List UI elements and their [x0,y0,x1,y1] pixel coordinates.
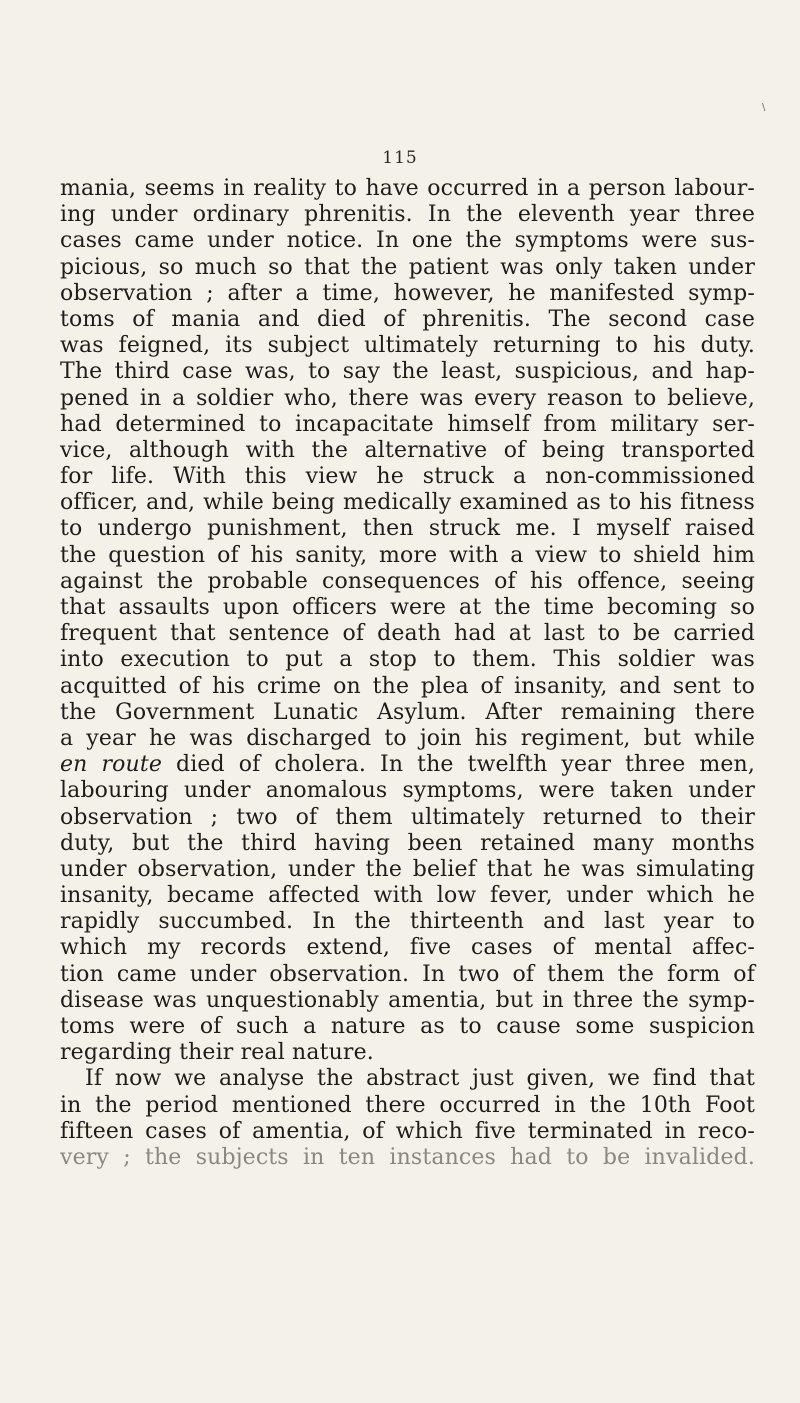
text-line: pened in a soldier who, there was every reason to believe, [60,385,755,411]
text-line: cases came under notice. In one the symptoms were sus- [60,228,755,254]
line-rest: died of cholera. In the twelfth year three men, [162,752,755,778]
text-line: labouring under anomalous symptoms, were taken under [60,778,755,804]
text-line: officer, and, while being medically examined as to his fitness [60,490,755,516]
corner-mark: \ [762,102,766,113]
text-line: under observation, under the belief that he was simulating [60,856,755,882]
text-line: for life. With this view he struck a non-commissioned [60,464,755,490]
text-line: duty, but the third having been retained many months [60,830,755,856]
text-line: The third case was, to say the least, suspicious, and hap- [60,359,755,385]
text-line: mania, seems in reality to have occurred in a person labour- [60,176,755,201]
text-line: tion came under observation. In two of them the form of [60,961,755,987]
text-line: had determined to incapacitate himself from military ser- [60,411,755,437]
text-line: toms were of such a nature as to cause some suspicion [60,1014,755,1039]
text-line: vice, although with the alternative of being transported [60,437,755,463]
text-line: frequent that sentence of death had at last to be carried [60,621,755,647]
text-line: the Government Lunatic Asylum. After remaining there [60,699,755,725]
text-line: picious, so much so that the patient was only taken under [60,254,755,280]
text-line: fifteen cases of amentia, of which five terminated in reco- [60,1118,755,1144]
body-text [60,176,755,1171]
paragraph-start-line: If now we analyse the abstract just given, we find that [85,1066,755,1092]
text-line: insanity, became affected with low fever, under which he [60,883,755,909]
text-line: against the probable consequences of his offence, seeing [60,568,755,594]
italic-phrase: en route [60,752,162,778]
text-line: in the period mentioned there occurred in the 10th Foot [60,1092,755,1118]
text-line: acquitted of his crime on the plea of insanity, and sent to [60,673,755,699]
text-line: toms of mania and died of phrenitis. The second case [60,306,755,332]
text-line: that assaults upon officers were at the time becoming so [60,595,755,620]
text-line: which my records extend, five cases of mental affec- [60,935,755,961]
text-line: the question of his sanity, more with a view to shield him [60,542,755,568]
text-line-faded: very ; the subjects in ten instances had to be invalided. [60,1144,755,1170]
text-line: was feigned, its subject ultimately returning to his duty. [60,333,755,359]
text-line: into execution to put a stop to them. This soldier was [60,647,755,673]
text-line: a year he was discharged to join his regiment, but while [60,725,755,751]
text-line: observation ; after a time, however, he manifested symp- [60,280,755,306]
paragraph-end-line: regarding their real nature. [60,1040,374,1066]
text-line: to undergo punishment, then struck me. I myself raised [60,516,755,542]
page-number: 115 [382,148,418,168]
text-line: observation ; two of them ultimately returned to their [60,804,755,830]
text-line-with-italic [60,752,755,778]
text-line: ing under ordinary phrenitis. In the eleventh year three [60,202,755,228]
text-line: disease was unquestionably amentia, but in three the symp- [60,987,755,1013]
text-line: rapidly succumbed. In the thirteenth and last year to [60,909,755,935]
